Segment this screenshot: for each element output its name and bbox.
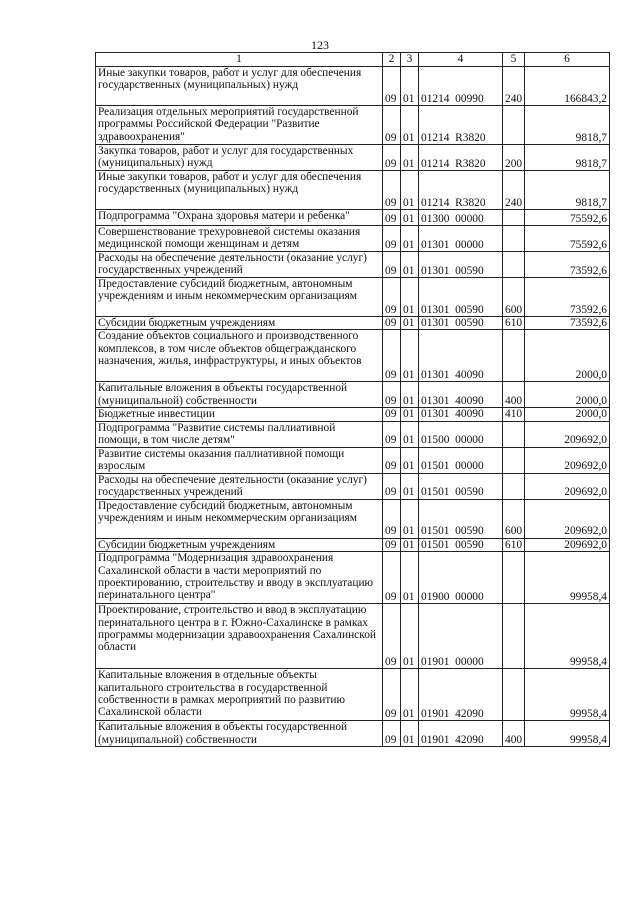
header-col-1: 1: [96, 53, 383, 67]
row-c4-cell: 01214 00990: [419, 67, 503, 106]
table-row: [96, 278, 610, 317]
row-c5-cell: 200: [503, 145, 525, 171]
row-name-cell: Развитие системы оказания паллиативной помощи взрослым: [96, 447, 383, 473]
row-c2-cell: 09: [383, 317, 401, 330]
row-c3-cell: 01: [401, 604, 419, 669]
row-name-cell: Бюджетные инвестиции: [96, 408, 383, 421]
row-c6-cell: 9818,7: [525, 106, 610, 145]
table-row: [96, 382, 610, 408]
row-c2-cell: 09: [383, 447, 401, 473]
row-c4-cell: 01214 R3820: [419, 145, 503, 171]
row-c3-cell: 01: [401, 317, 419, 330]
row-c2-cell: 09: [383, 669, 401, 721]
table-row: [96, 499, 610, 538]
row-name-cell: Расходы на обеспечение деятельности (оказание услуг) государственных учреждений: [96, 473, 383, 499]
row-c6-cell: 2000,0: [525, 382, 610, 408]
row-c5-cell: 600: [503, 499, 525, 538]
row-c4-cell: 01301 40090: [419, 330, 503, 382]
table-row: [96, 604, 610, 669]
row-name-cell: Иные закупки товаров, работ и услуг для обеспечения государственных (муниципальных) нужд: [96, 171, 383, 210]
budget-table: [95, 52, 610, 747]
row-c2-cell: 09: [383, 421, 401, 447]
row-c5-cell: [503, 604, 525, 669]
row-c3-cell: 01: [401, 67, 419, 106]
row-c6-cell: 75592,6: [525, 226, 610, 252]
row-name-cell: Капитальные вложения в отдельные объекты капитального строительства в государственной собственности в рамках мероприятий по развитию Сахалинской области: [96, 669, 383, 721]
table-row: [96, 408, 610, 421]
table-row: [96, 67, 610, 106]
row-c2-cell: 09: [383, 721, 401, 747]
row-c6-cell: 209692,0: [525, 499, 610, 538]
table-row: [96, 226, 610, 252]
table-row: [96, 473, 610, 499]
row-c2-cell: 09: [383, 226, 401, 252]
header-col-6: 6: [525, 53, 610, 67]
row-c5-cell: 410: [503, 408, 525, 421]
row-c3-cell: 01: [401, 330, 419, 382]
row-c3-cell: 01: [401, 499, 419, 538]
row-c6-cell: 99958,4: [525, 669, 610, 721]
row-name-cell: Расходы на обеспечение деятельности (оказание услуг) государственных учреждений: [96, 252, 383, 278]
row-c3-cell: 01: [401, 538, 419, 551]
row-c6-cell: 9818,7: [525, 171, 610, 210]
row-c5-cell: 240: [503, 67, 525, 106]
row-c6-cell: 2000,0: [525, 330, 610, 382]
row-c6-cell: 209692,0: [525, 421, 610, 447]
table-row: [96, 171, 610, 210]
row-name-cell: Субсидии бюджетным учреждениям: [96, 317, 383, 330]
table-row: [96, 145, 610, 171]
table-row: [96, 106, 610, 145]
table-row: [96, 252, 610, 278]
row-c2-cell: 09: [383, 330, 401, 382]
row-c2-cell: 09: [383, 171, 401, 210]
row-c3-cell: 01: [401, 210, 419, 226]
row-c4-cell: 01300 00000: [419, 210, 503, 226]
row-c4-cell: 01901 42090: [419, 721, 503, 747]
row-c4-cell: 01900 00000: [419, 552, 503, 604]
row-c2-cell: 09: [383, 473, 401, 499]
row-c2-cell: 09: [383, 278, 401, 317]
row-c6-cell: 2000,0: [525, 408, 610, 421]
row-c2-cell: 09: [383, 552, 401, 604]
row-c6-cell: 9818,7: [525, 145, 610, 171]
table-row: [96, 721, 610, 747]
row-c4-cell: 01501 00590: [419, 473, 503, 499]
row-c4-cell: 01501 00590: [419, 538, 503, 551]
row-c6-cell: 73592,6: [525, 252, 610, 278]
row-c2-cell: 09: [383, 538, 401, 551]
header-col-5: 5: [503, 53, 525, 67]
row-c6-cell: 99958,4: [525, 604, 610, 669]
row-c3-cell: 01: [401, 421, 419, 447]
table-row: [96, 317, 610, 330]
table-body: [96, 67, 610, 747]
row-c5-cell: [503, 669, 525, 721]
row-c3-cell: 01: [401, 278, 419, 317]
row-name-cell: Закупка товаров, работ и услуг для государственных (муниципальных) нужд: [96, 145, 383, 171]
row-c5-cell: [503, 447, 525, 473]
row-c6-cell: 73592,6: [525, 278, 610, 317]
table-row: [96, 552, 610, 604]
row-c6-cell: 99958,4: [525, 552, 610, 604]
row-c4-cell: 01301 00590: [419, 252, 503, 278]
row-c3-cell: 01: [401, 473, 419, 499]
row-name-cell: Предоставление субсидий бюджетным, автономным учреждениям и иным некоммерческим организациям: [96, 278, 383, 317]
header-col-3: 3: [401, 53, 419, 67]
row-c4-cell: 01301 00000: [419, 226, 503, 252]
row-c2-cell: 09: [383, 499, 401, 538]
table-row: [96, 210, 610, 226]
row-c4-cell: 01501 00590: [419, 499, 503, 538]
row-name-cell: Капитальные вложения в объекты государственной (муниципальной) собственности: [96, 382, 383, 408]
row-c4-cell: 01214 R3820: [419, 106, 503, 145]
row-name-cell: Подпрограмма "Охрана здоровья матери и ребенка": [96, 210, 383, 226]
row-name-cell: Субсидии бюджетным учреждениям: [96, 538, 383, 551]
table-row: [96, 669, 610, 721]
row-c2-cell: 09: [383, 210, 401, 226]
row-c6-cell: 73592,6: [525, 317, 610, 330]
row-c4-cell: 01301 00590: [419, 278, 503, 317]
row-c3-cell: 01: [401, 226, 419, 252]
row-c2-cell: 09: [383, 382, 401, 408]
row-c5-cell: [503, 210, 525, 226]
row-c3-cell: 01: [401, 447, 419, 473]
row-name-cell: Проектирование, строительство и ввод в эксплуатацию перинатального центра в г. Южно-Сахалинске в рамках программы модернизации здравоохранения Сахалинской области: [96, 604, 383, 669]
row-c5-cell: 240: [503, 171, 525, 210]
row-name-cell: Иные закупки товаров, работ и услуг для обеспечения государственных (муниципальных) нужд: [96, 67, 383, 106]
row-c3-cell: 01: [401, 382, 419, 408]
row-name-cell: Подпрограмма "Развитие системы паллиативной помощи, в том числе детям": [96, 421, 383, 447]
row-c6-cell: 75592,6: [525, 210, 610, 226]
row-name-cell: Совершенствование трехуровневой системы оказания медицинской помощи женщинам и детям: [96, 226, 383, 252]
row-c4-cell: 01301 40090: [419, 382, 503, 408]
row-name-cell: Предоставление субсидий бюджетным, автономным учреждениям и иным некоммерческим организациям: [96, 499, 383, 538]
row-name-cell: Подпрограмма "Модернизация здравоохранения Сахалинской области в части мероприятий по проектированию, строительству и вводу в эксплуатацию перинатального центра": [96, 552, 383, 604]
row-c3-cell: 01: [401, 106, 419, 145]
row-c5-cell: [503, 226, 525, 252]
row-c3-cell: 01: [401, 669, 419, 721]
row-c5-cell: [503, 552, 525, 604]
row-c2-cell: 09: [383, 252, 401, 278]
header-col-2: 2: [383, 53, 401, 67]
row-c2-cell: 09: [383, 106, 401, 145]
row-c5-cell: [503, 473, 525, 499]
row-c3-cell: 01: [401, 721, 419, 747]
row-c4-cell: 01901 00000: [419, 604, 503, 669]
table-row: [96, 421, 610, 447]
row-c2-cell: 09: [383, 67, 401, 106]
row-name-cell: Реализация отдельных мероприятий государственной программы Российской Федерации "Развитие здравоохранения": [96, 106, 383, 145]
page-number: 123: [311, 38, 329, 52]
row-c2-cell: 09: [383, 408, 401, 421]
row-c3-cell: 01: [401, 252, 419, 278]
table-row: [96, 330, 610, 382]
row-c6-cell: 99958,4: [525, 721, 610, 747]
row-c5-cell: [503, 421, 525, 447]
row-c2-cell: 09: [383, 604, 401, 669]
row-c2-cell: 09: [383, 145, 401, 171]
row-c5-cell: 610: [503, 317, 525, 330]
row-c5-cell: 400: [503, 721, 525, 747]
row-c4-cell: 01301 40090: [419, 408, 503, 421]
row-c3-cell: 01: [401, 171, 419, 210]
row-c4-cell: 01901 42090: [419, 669, 503, 721]
row-c4-cell: 01214 R3820: [419, 171, 503, 210]
row-c3-cell: 01: [401, 408, 419, 421]
table-row: [96, 538, 610, 551]
row-c4-cell: 01501 00000: [419, 447, 503, 473]
row-c6-cell: 209692,0: [525, 473, 610, 499]
row-c6-cell: 166843,2: [525, 67, 610, 106]
header-col-4: 4: [419, 53, 503, 67]
row-c6-cell: 209692,0: [525, 538, 610, 551]
row-c3-cell: 01: [401, 552, 419, 604]
row-c5-cell: [503, 252, 525, 278]
row-c5-cell: [503, 106, 525, 145]
row-c5-cell: 610: [503, 538, 525, 551]
table-header-row: [96, 53, 610, 67]
table-row: [96, 447, 610, 473]
row-c4-cell: 01301 00590: [419, 317, 503, 330]
row-name-cell: Капитальные вложения в объекты государственной (муниципальной) собственности: [96, 721, 383, 747]
row-c6-cell: 209692,0: [525, 447, 610, 473]
row-c5-cell: 400: [503, 382, 525, 408]
row-c5-cell: [503, 330, 525, 382]
row-name-cell: Создание объектов социального и производственного комплексов, в том числе объектов общегражданского назначения, жилья, инфраструктуры, и иных объектов: [96, 330, 383, 382]
row-c4-cell: 01500 00000: [419, 421, 503, 447]
row-c5-cell: 600: [503, 278, 525, 317]
row-c3-cell: 01: [401, 145, 419, 171]
